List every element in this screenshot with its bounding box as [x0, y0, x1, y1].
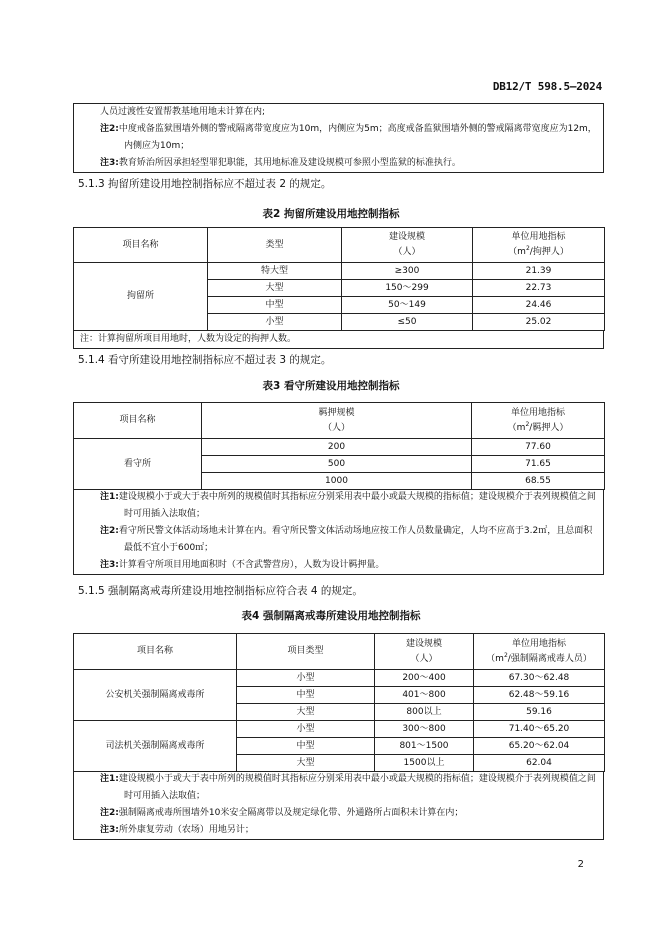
- note-1: 注1:建设规模小于或大于表中所列的规模值时其指标应分别采用表中最小或最大规模的指标值；建设规模介于表列规模值之间时可用插入法取值；: [100, 774, 596, 801]
- header-cell: 项目名称: [74, 228, 208, 263]
- table-cell: 小型: [208, 314, 342, 331]
- note-3: 注3:所外康复劳动（农场）用地另计；: [100, 825, 254, 835]
- page-number: 2: [577, 859, 584, 870]
- table-cell: 65.20～62.04: [474, 738, 605, 755]
- table-cell: 68.55: [472, 473, 605, 490]
- project-cell: 拘留所: [74, 263, 208, 331]
- table-cell: 300～800: [375, 721, 474, 738]
- table4-notes: [73, 771, 604, 840]
- table-cell: 特大型: [208, 263, 342, 280]
- header-cell: 单位用地指标 （$m^2/$拘押人）: [473, 228, 605, 263]
- clause-5-1-3: 5.1.3 拘留所建设用地控制指标应不超过表 2 的规定。: [78, 178, 332, 190]
- table-cell: 大型: [237, 704, 375, 721]
- table4-caption: 表4 强制隔离戒毒所建设用地控制指标: [241, 610, 421, 622]
- table-cell: 62.04: [474, 755, 605, 772]
- group-cell: 公安机关强制隔离戒毒所: [74, 670, 237, 721]
- table-cell: 71.40～65.20: [474, 721, 605, 738]
- header-cell: 羁押规模 （人）: [202, 403, 472, 439]
- table2-caption: 表2 拘留所建设用地控制指标: [262, 208, 400, 220]
- table-cell: 小型: [237, 670, 375, 687]
- table-cell: 59.16: [474, 704, 605, 721]
- table-cell: 1000: [202, 473, 472, 490]
- table3-caption: 表3 看守所建设用地控制指标: [262, 380, 400, 392]
- header-cell: 单位用地指标 （$m^2/$羁押人）: [472, 403, 605, 439]
- note-2: 注2:中度戒备监狱围墙外侧的警戒隔离带宽度应为10m，内侧应为5m；高度戒备监狱围墙外侧的警戒隔离带宽度应为12m，内侧应为10m；: [100, 124, 597, 151]
- table-cell: 大型: [237, 755, 375, 772]
- table-cell: 77.60: [472, 439, 605, 456]
- table-cell: 50～149: [342, 297, 473, 314]
- header-cell: 项目名称: [74, 634, 237, 670]
- header-cell: 类型: [208, 228, 342, 263]
- table2: [73, 227, 605, 331]
- header-cell: 项目名称: [74, 403, 202, 439]
- table2-note: 注：计算拘留所项目用地时，人数为设定的拘押人数。: [73, 331, 604, 349]
- table-cell: 200: [202, 439, 472, 456]
- table-cell: 小型: [237, 721, 375, 738]
- table4: [73, 633, 605, 772]
- table-cell: 67.30～62.48: [474, 670, 605, 687]
- note-3: 注3:教育矫治所因承担轻型罪犯职能，其用地标准及建设规模可参照小型监狱的标准执行。: [100, 158, 461, 168]
- table-cell: 中型: [208, 297, 342, 314]
- table-cell: 中型: [237, 687, 375, 704]
- table-cell: 500: [202, 456, 472, 473]
- document-code: DB12/T 598.5—2024: [492, 80, 602, 93]
- table-cell: 中型: [237, 738, 375, 755]
- project-cell: 看守所: [74, 439, 202, 490]
- note-2: 注2:看守所民警文体活动场地未计算在内。看守所民警文体活动场地应按工作人员数量确定，人均不应高于3.2㎡，且总面积最低不宜小于600㎡；: [100, 526, 593, 553]
- table-cell: 21.39: [473, 263, 605, 280]
- note-1: 注1:建设规模小于或大于表中所列的规模值时其指标应分别采用表中最小或最大规模的指标值；建设规模介于表列规模值之间时可用插入法取值；: [100, 492, 596, 519]
- note-3: 注3:计算看守所项目用地面积时（不含武警营房），人数为设计羁押量。: [100, 560, 385, 570]
- header-cell: 单位用地指标 （$m^2/$强制隔离戒毒人员）: [474, 634, 605, 670]
- table-cell: 150～299: [342, 280, 473, 297]
- table-cell: 24.46: [473, 297, 605, 314]
- table-cell: 大型: [208, 280, 342, 297]
- table-cell: 800以上: [375, 704, 474, 721]
- table3: [73, 402, 605, 490]
- table3-notes: [73, 489, 604, 575]
- table-cell: 25.02: [473, 314, 605, 331]
- header-cell: 建设规模 （人）: [375, 634, 474, 670]
- table-cell: 71.65: [472, 456, 605, 473]
- table-cell: 62.48～59.16: [474, 687, 605, 704]
- table-cell: 1500以上: [375, 755, 474, 772]
- note-continuation: 人员过渡性安置帮教基地用地未计算在内;: [100, 107, 266, 117]
- group-cell: 司法机关强制隔离戒毒所: [74, 721, 237, 772]
- table-cell: 801～1500: [375, 738, 474, 755]
- top-notes-box: [73, 103, 604, 173]
- table-cell: ≥300: [342, 263, 473, 280]
- clause-5-1-4: 5.1.4 看守所建设用地控制指标应不超过表 3 的规定。: [78, 354, 332, 366]
- table-cell: 200～400: [375, 670, 474, 687]
- header-cell: 建设规模 （人）: [342, 228, 473, 263]
- table-cell: 401～800: [375, 687, 474, 704]
- table-cell: 22.73: [473, 280, 605, 297]
- note-2: 注2:强制隔离戒毒所围墙外10米安全隔离带以及规定绿化带、外通路所占面积未计算在内；: [100, 808, 464, 818]
- header-cell: 项目类型: [237, 634, 375, 670]
- table-cell: ≤50: [342, 314, 473, 331]
- clause-5-1-5: 5.1.5 强制隔离戒毒所建设用地控制指标应符合表 4 的规定。: [78, 585, 363, 597]
